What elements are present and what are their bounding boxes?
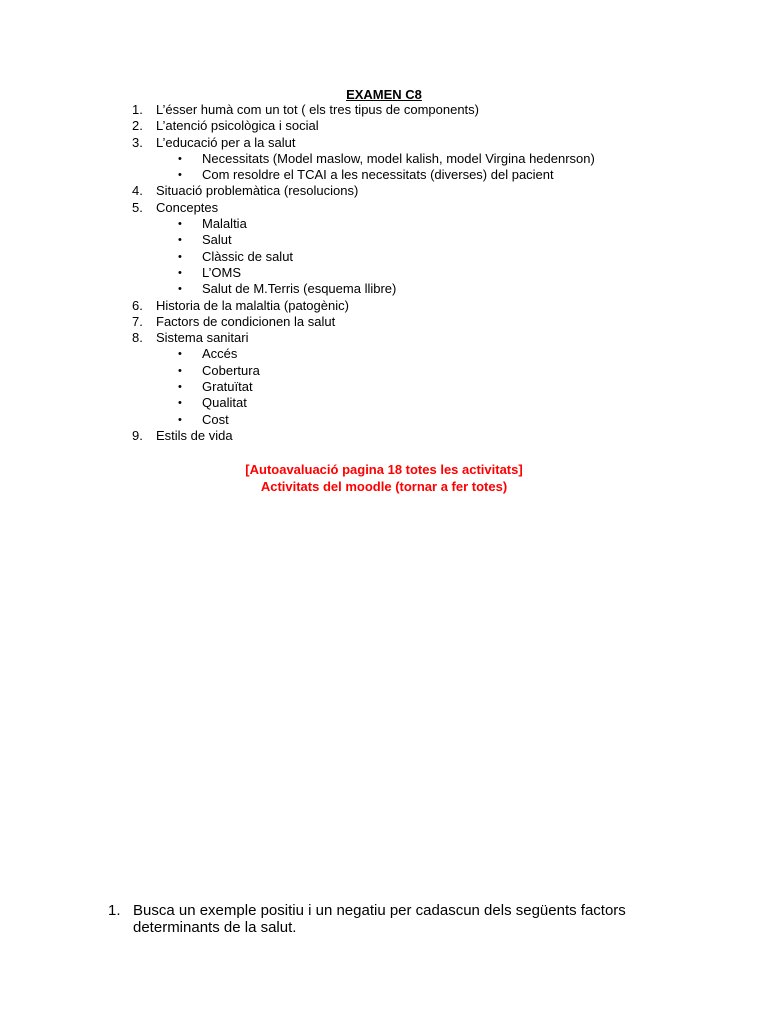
sub-item-text: Malaltia (202, 216, 247, 232)
sub-item-text: Com resoldre el TCAI a les necessitats (diverses) del pacient (202, 167, 554, 183)
item-number: 9. (132, 427, 143, 443)
item-number: 7. (132, 313, 143, 329)
sub-item-text: Cost (202, 411, 229, 427)
numbered-item (0, 428, 768, 444)
item-text: Historia de la malaltia (patogènic) (156, 297, 349, 313)
item-number: 3. (132, 134, 143, 150)
item-number: 2. (132, 118, 143, 134)
bullet-item (0, 232, 768, 248)
item-number: 8. (132, 330, 143, 346)
numbered-item (0, 118, 768, 134)
sub-item-text: Gratuïtat (202, 379, 253, 395)
bullet-item (0, 151, 768, 167)
sub-item-text: Qualitat (202, 395, 247, 411)
bullet-item (0, 265, 768, 281)
item-text: Factors de condicionen la salut (156, 313, 336, 329)
question-number: 1. (108, 902, 121, 919)
bullet-icon: • (178, 169, 182, 182)
numbered-item (0, 298, 768, 314)
bullet-item (0, 379, 768, 395)
bullet-item (0, 281, 768, 297)
item-text: Sistema sanitari (156, 330, 249, 346)
item-text: L’educació per a la salut (156, 134, 296, 150)
topic-list (0, 102, 768, 444)
sub-item-text: Clàssic de salut (202, 248, 294, 264)
bullet-item (0, 395, 768, 411)
bullet-item (0, 216, 768, 232)
sub-item-text: Necessitats (Model maslow, model kalish, model Virgina hedenrson) (202, 150, 595, 166)
item-text: Conceptes (156, 199, 219, 215)
numbered-item (0, 200, 768, 216)
item-text: L’atenció psicològica i social (156, 118, 319, 134)
bullet-icon: • (178, 413, 182, 426)
bullet-item (0, 412, 768, 428)
numbered-item (0, 135, 768, 151)
numbered-item (0, 183, 768, 199)
item-number: 6. (132, 297, 143, 313)
bullet-icon: • (178, 381, 182, 394)
bullet-icon: • (178, 250, 182, 263)
bullet-item (0, 249, 768, 265)
item-text: Estils de vida (156, 427, 233, 443)
self-assessment-note: [Autoavaluació pagina 18 totes les activitats] (245, 462, 523, 477)
item-number: 4. (132, 183, 143, 199)
sub-item-text: Salut de M.Terris (esquema llibre) (202, 281, 397, 297)
moodle-activities-note: Activitats del moodle (tornar a fer totes) (260, 479, 508, 494)
bullet-icon: • (178, 397, 182, 410)
bullet-icon: • (178, 348, 182, 361)
sub-item-text: Salut (202, 232, 232, 248)
numbered-item (0, 102, 768, 118)
question-text: Busca un exemple positiu i un negatiu per cadascun dels següents factors determinants de la salut. (133, 902, 626, 936)
exam-title: EXAMEN C8 (346, 87, 422, 102)
bullet-item (0, 167, 768, 183)
bullet-item (0, 363, 768, 379)
bullet-item (0, 346, 768, 362)
bullet-icon: • (178, 152, 182, 165)
bullet-icon: • (178, 364, 182, 377)
item-text: Situació problemàtica (resolucions) (156, 183, 359, 199)
numbered-item (0, 314, 768, 330)
numbered-item (0, 330, 768, 346)
sub-item-text: Cobertura (202, 362, 260, 378)
bullet-icon: • (178, 266, 182, 279)
bullet-icon: • (178, 218, 182, 231)
item-text: L’ésser humà com un tot ( els tres tipus de components) (156, 102, 479, 117)
item-number: 1. (132, 102, 143, 117)
bullet-icon: • (178, 234, 182, 247)
sub-item-text: L’OMS (202, 264, 242, 280)
bullet-icon: • (178, 283, 182, 296)
sub-item-text: Accés (202, 346, 238, 362)
item-number: 5. (132, 199, 143, 215)
